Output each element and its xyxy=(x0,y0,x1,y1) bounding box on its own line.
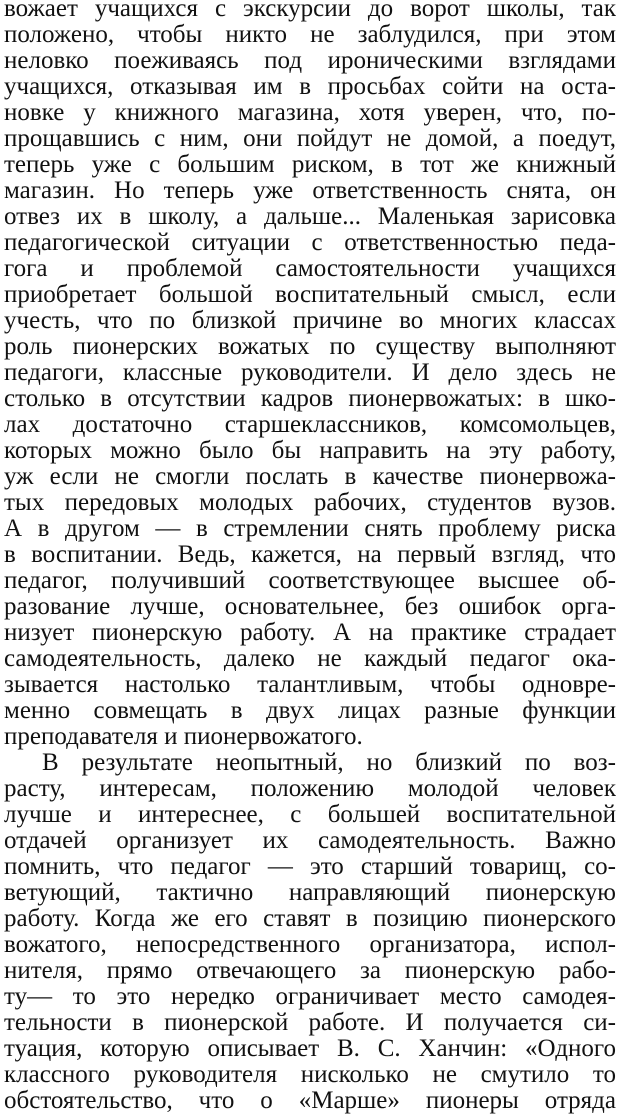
text-line: педагоги, классные руководители. И дело здесь не xyxy=(4,360,616,386)
text-line: уж если не смогли послать в качестве пионервожа- xyxy=(4,464,616,490)
text-line: положено, чтобы никто не заблудился, при этом xyxy=(4,22,616,48)
text-line: лучше и интереснее, с большей воспитательной xyxy=(4,802,616,828)
text-line: прощавшись с ним, они пойдут не домой, а поедут, xyxy=(4,126,616,152)
text-line: отдачей организует их самодеятельность. Важно xyxy=(4,828,616,854)
text-line: учащихся, отказывая им в просьбах сойти на оста- xyxy=(4,74,616,100)
text-line: А в другом — в стремлении снять проблему риска xyxy=(4,516,616,542)
text-line: столько в отсутствии кадров пионервожатых: в шко- xyxy=(4,386,616,412)
text-line: роль пионерских вожатых по существу выполняют xyxy=(4,334,616,360)
text-line: лах достаточно старшеклассников, комсомольцев, xyxy=(4,412,616,438)
text-line: нителя, прямо отвечающего за пионерскую рабо- xyxy=(4,958,616,984)
text-line: отвез их в школу, а дальше... Маленькая зарисовка xyxy=(4,204,616,230)
text-line: вожает учащихся с экскурсии до ворот школы, так xyxy=(4,0,616,22)
text-line: новке у книжного магазина, хотя уверен, что, по- xyxy=(4,100,616,126)
text-line: вожатого, непосредственного организатора, испол- xyxy=(4,932,616,958)
text-line: классного руководителя нисколько не смутило то xyxy=(4,1062,616,1088)
text-line: учесть, что по близкой причине во многих классах xyxy=(4,308,616,334)
text-line: педагог, получивший соответствующее высшее об- xyxy=(4,568,616,594)
text-line: теперь уже с большим риском, в тот же книжный xyxy=(4,152,616,178)
text-line: в воспитании. Ведь, кажется, на первый взгляд, что xyxy=(4,542,616,568)
text-line: разование лучше, основательнее, без ошибок орга- xyxy=(4,594,616,620)
text-line: магазин. Но теперь уже ответственность снята, он xyxy=(4,178,616,204)
text-line: туация, которую описывает В. С. Ханчин: «Одного xyxy=(4,1036,616,1062)
text-line: самодеятельность, далеко не каждый педагог ока- xyxy=(4,646,616,672)
text-line: помнить, что педагог — это старший товарищ, со- xyxy=(4,854,616,880)
text-line: В результате неопытный, но близкий по воз- xyxy=(42,750,616,776)
text-line: обстоятельство, что о «Марше» пионеры отряда xyxy=(4,1088,616,1114)
text-line: тых передовых молодых рабочих, студентов вузов. xyxy=(4,490,616,516)
book-page xyxy=(4,0,616,1114)
text-line: преподавателя и пионервожатого. xyxy=(4,724,363,750)
text-line: гога и проблемой самостоятельности учащихся xyxy=(4,256,616,282)
text-line: низует пионерскую работу. А на практике страдает xyxy=(4,620,616,646)
text-line: педагогической ситуации с ответственностью педа- xyxy=(4,230,616,256)
paragraph-2 xyxy=(4,750,616,1114)
text-line: работу. Когда же его ставят в позицию пионерского xyxy=(4,906,616,932)
text-line: тельности в пионерской работе. И получается си- xyxy=(4,1010,616,1036)
text-line: неловко поеживаясь под ироническими взглядами xyxy=(4,48,616,74)
text-line: расту, интересам, положению молодой человек xyxy=(4,776,616,802)
text-line: приобретает большой воспитательный смысл, если xyxy=(4,282,616,308)
text-line: ту— то это нередко ограничивает место самодея- xyxy=(4,984,616,1010)
paragraph-1 xyxy=(4,0,616,750)
text-line: зывается настолько талантливым, чтобы одновре- xyxy=(4,672,616,698)
text-line: менно совмещать в двух лицах разные функции xyxy=(4,698,616,724)
text-line: ветующий, тактично направляющий пионерскую xyxy=(4,880,616,906)
text-line: которых можно было бы направить на эту работу, xyxy=(4,438,616,464)
